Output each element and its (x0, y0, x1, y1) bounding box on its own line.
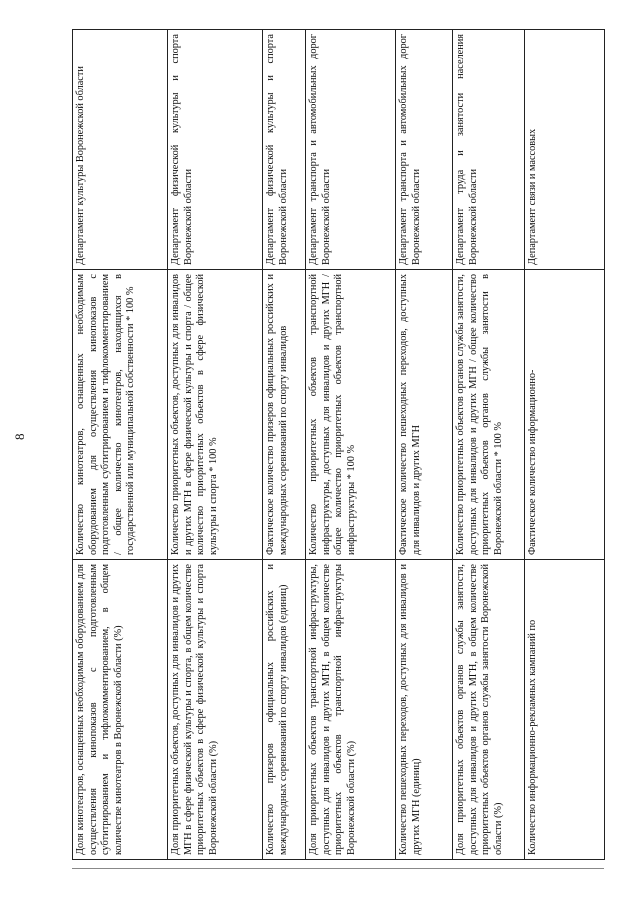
department-cell: Департамент транспорта и автомобильных дорог Воронежской области (306, 30, 396, 270)
table-row (263, 30, 306, 860)
department-cell: Департамент культуры Воронежской области (73, 30, 168, 270)
table-row (306, 30, 396, 860)
table-row (73, 30, 168, 860)
page-bottom-rule (72, 868, 604, 869)
table-row (453, 30, 525, 860)
indicator-cell: Количество призеров официальных российских и международных соревнований по спорту инвалидов (единиц) (263, 560, 306, 860)
page-number: 8 (12, 433, 27, 440)
department-cell: Департамент физической культуры и спорта Воронежской области (168, 30, 263, 270)
table-row (525, 30, 605, 860)
calculation-method-cell: Количество кинотеатров, оснащенных необходимым оборудованием для осуществления кинопоказов с подготовленным субтитрированием и тифлокомментированием / общее количество кинотеатров, находящихся в государственной или муниципальной собственности * 100 % (73, 270, 168, 560)
department-cell: Департамент физической культуры и спорта Воронежской области (263, 30, 306, 270)
department-cell: Департамент связи и массовых (525, 30, 605, 270)
calculation-method-cell: Фактическое количество пешеходных переходов, доступных для инвалидов и других МГН (396, 270, 453, 560)
indicator-cell: Доля кинотеатров, оснащенных необходимым оборудованием для осуществления кинопоказов с подготовленным субтитрированием и тифлокомментированием, в общем количестве кинотеатров в Воронежской области (%) (73, 560, 168, 860)
calculation-method-cell: Фактическое количество информационно- (525, 270, 605, 560)
table-row (168, 30, 263, 860)
rotated-table-container (72, 30, 604, 860)
indicators-table (72, 29, 605, 860)
calculation-method-cell: Количество приоритетных объектов транспортной инфраструктуры, доступных для инвалидов и других МГН / общее количество приоритетных объектов транспортной инфраструктуры * 100 % (306, 270, 396, 560)
table-row (396, 30, 453, 860)
indicator-cell: Доля приоритетных объектов, доступных для инвалидов и других МГН в сфере физической культуры и спорта, в общем количестве приоритетных объектов в сфере физической культуры и спорта Воронежской области (%) (168, 560, 263, 860)
department-cell: Департамент труда и занятости населения Воронежской области (453, 30, 525, 270)
calculation-method-cell: Количество приоритетных объектов, доступных для инвалидов и других МГН в сфере физической культуры и спорта / общее количество приоритетных объектов в сфере физической культуры и спорта * 100 % (168, 270, 263, 560)
calculation-method-cell: Количество приоритетных объектов органов службы занятости, доступных для инвалидов и других МГН / общее количество приоритетных объектов органов службы занятости в Воронежской области * 100 % (453, 270, 525, 560)
indicator-cell: Доля приоритетных объектов транспортной инфраструктуры, доступных для инвалидов и других МГН, в общем количестве приоритетных объектов транспортной инфраструктуры Воронежской области (%) (306, 560, 396, 860)
calculation-method-cell: Фактическое количество призеров официальных российских и международных соревнований по спорту инвалидов (263, 270, 306, 560)
indicator-cell: Количество информационно-рекламных кампаний по (525, 560, 605, 860)
indicator-cell: Доля приоритетных объектов органов службы занятости, доступных для инвалидов и других МГН, в общем количестве приоритетных объектов органов службы занятости Воронежской области (%) (453, 560, 525, 860)
department-cell: Департамент транспорта и автомобильных дорог Воронежской области (396, 30, 453, 270)
indicator-cell: Количество пешеходных переходов, доступных для инвалидов и других МГН (единиц) (396, 560, 453, 860)
